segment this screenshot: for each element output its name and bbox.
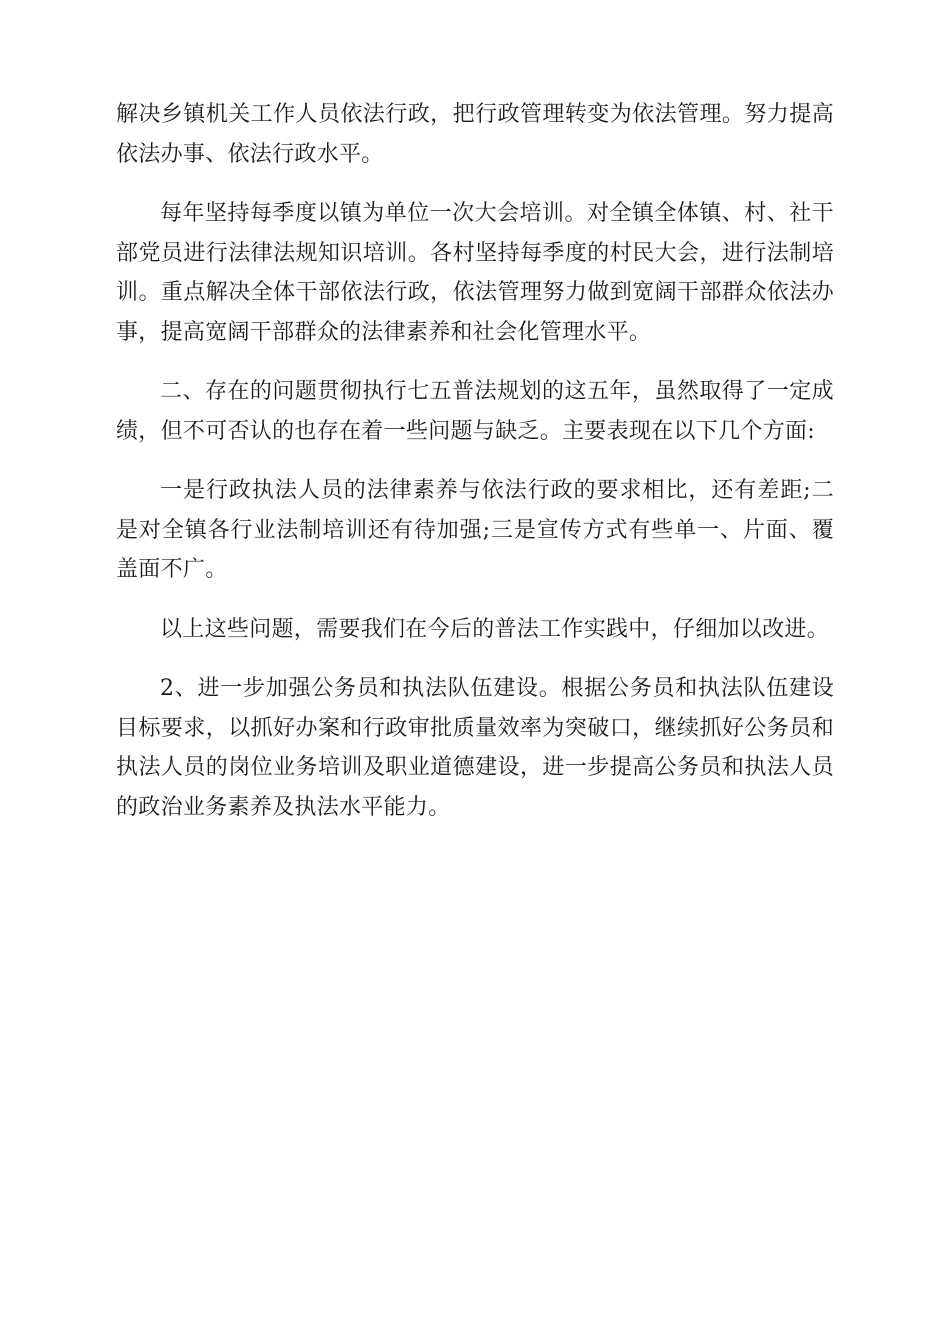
paragraph-improvement: 以上这些问题，需要我们在今后的普法工作实践中，仔细加以改进。 — [160, 616, 830, 642]
paragraph-team-building: 2、进一步加强公务员和执法队伍建设。根据公务员和执法队伍建设目标要求，以抓好办案和行政审批质量效率为突破口，继续抓好公务员和执法人员的岗位业务培训及职业道德建设，进一步提高公务员和执法人员的政治业务素养及执法水平能力。 — [116, 676, 834, 820]
paragraph-problems-heading: 二、存在的问题贯彻执行七五普法规划的这五年，虽然取得了一定成绩，但不可否认的也存在着一些问题与缺乏。主要表现在以下几个方面: — [116, 379, 834, 444]
paragraph-problems-list: 一是行政执法人员的法律素养与依法行政的要求相比，还有差距;二是对全镇各行业法制培训还有待加强;三是宣传方式有些单一、片面、覆盖面不广。 — [116, 478, 834, 582]
paragraph-continuation: 解决乡镇机关工作人员依法行政，把行政管理转变为依法管理。努力提高依法办事、依法行政水平。 — [116, 102, 834, 167]
document-body — [116, 95, 834, 847]
paragraph-training: 每年坚持每季度以镇为单位一次大会培训。对全镇全体镇、村、社干部党员进行法律法规知识培训。各村坚持每季度的村民大会，进行法制培训。重点解决全体干部依法行政，依法管理努力做到宽阔干部群众依法办事，提高宽阔干部群众的法律素养和社会化管理水平。 — [116, 201, 834, 345]
